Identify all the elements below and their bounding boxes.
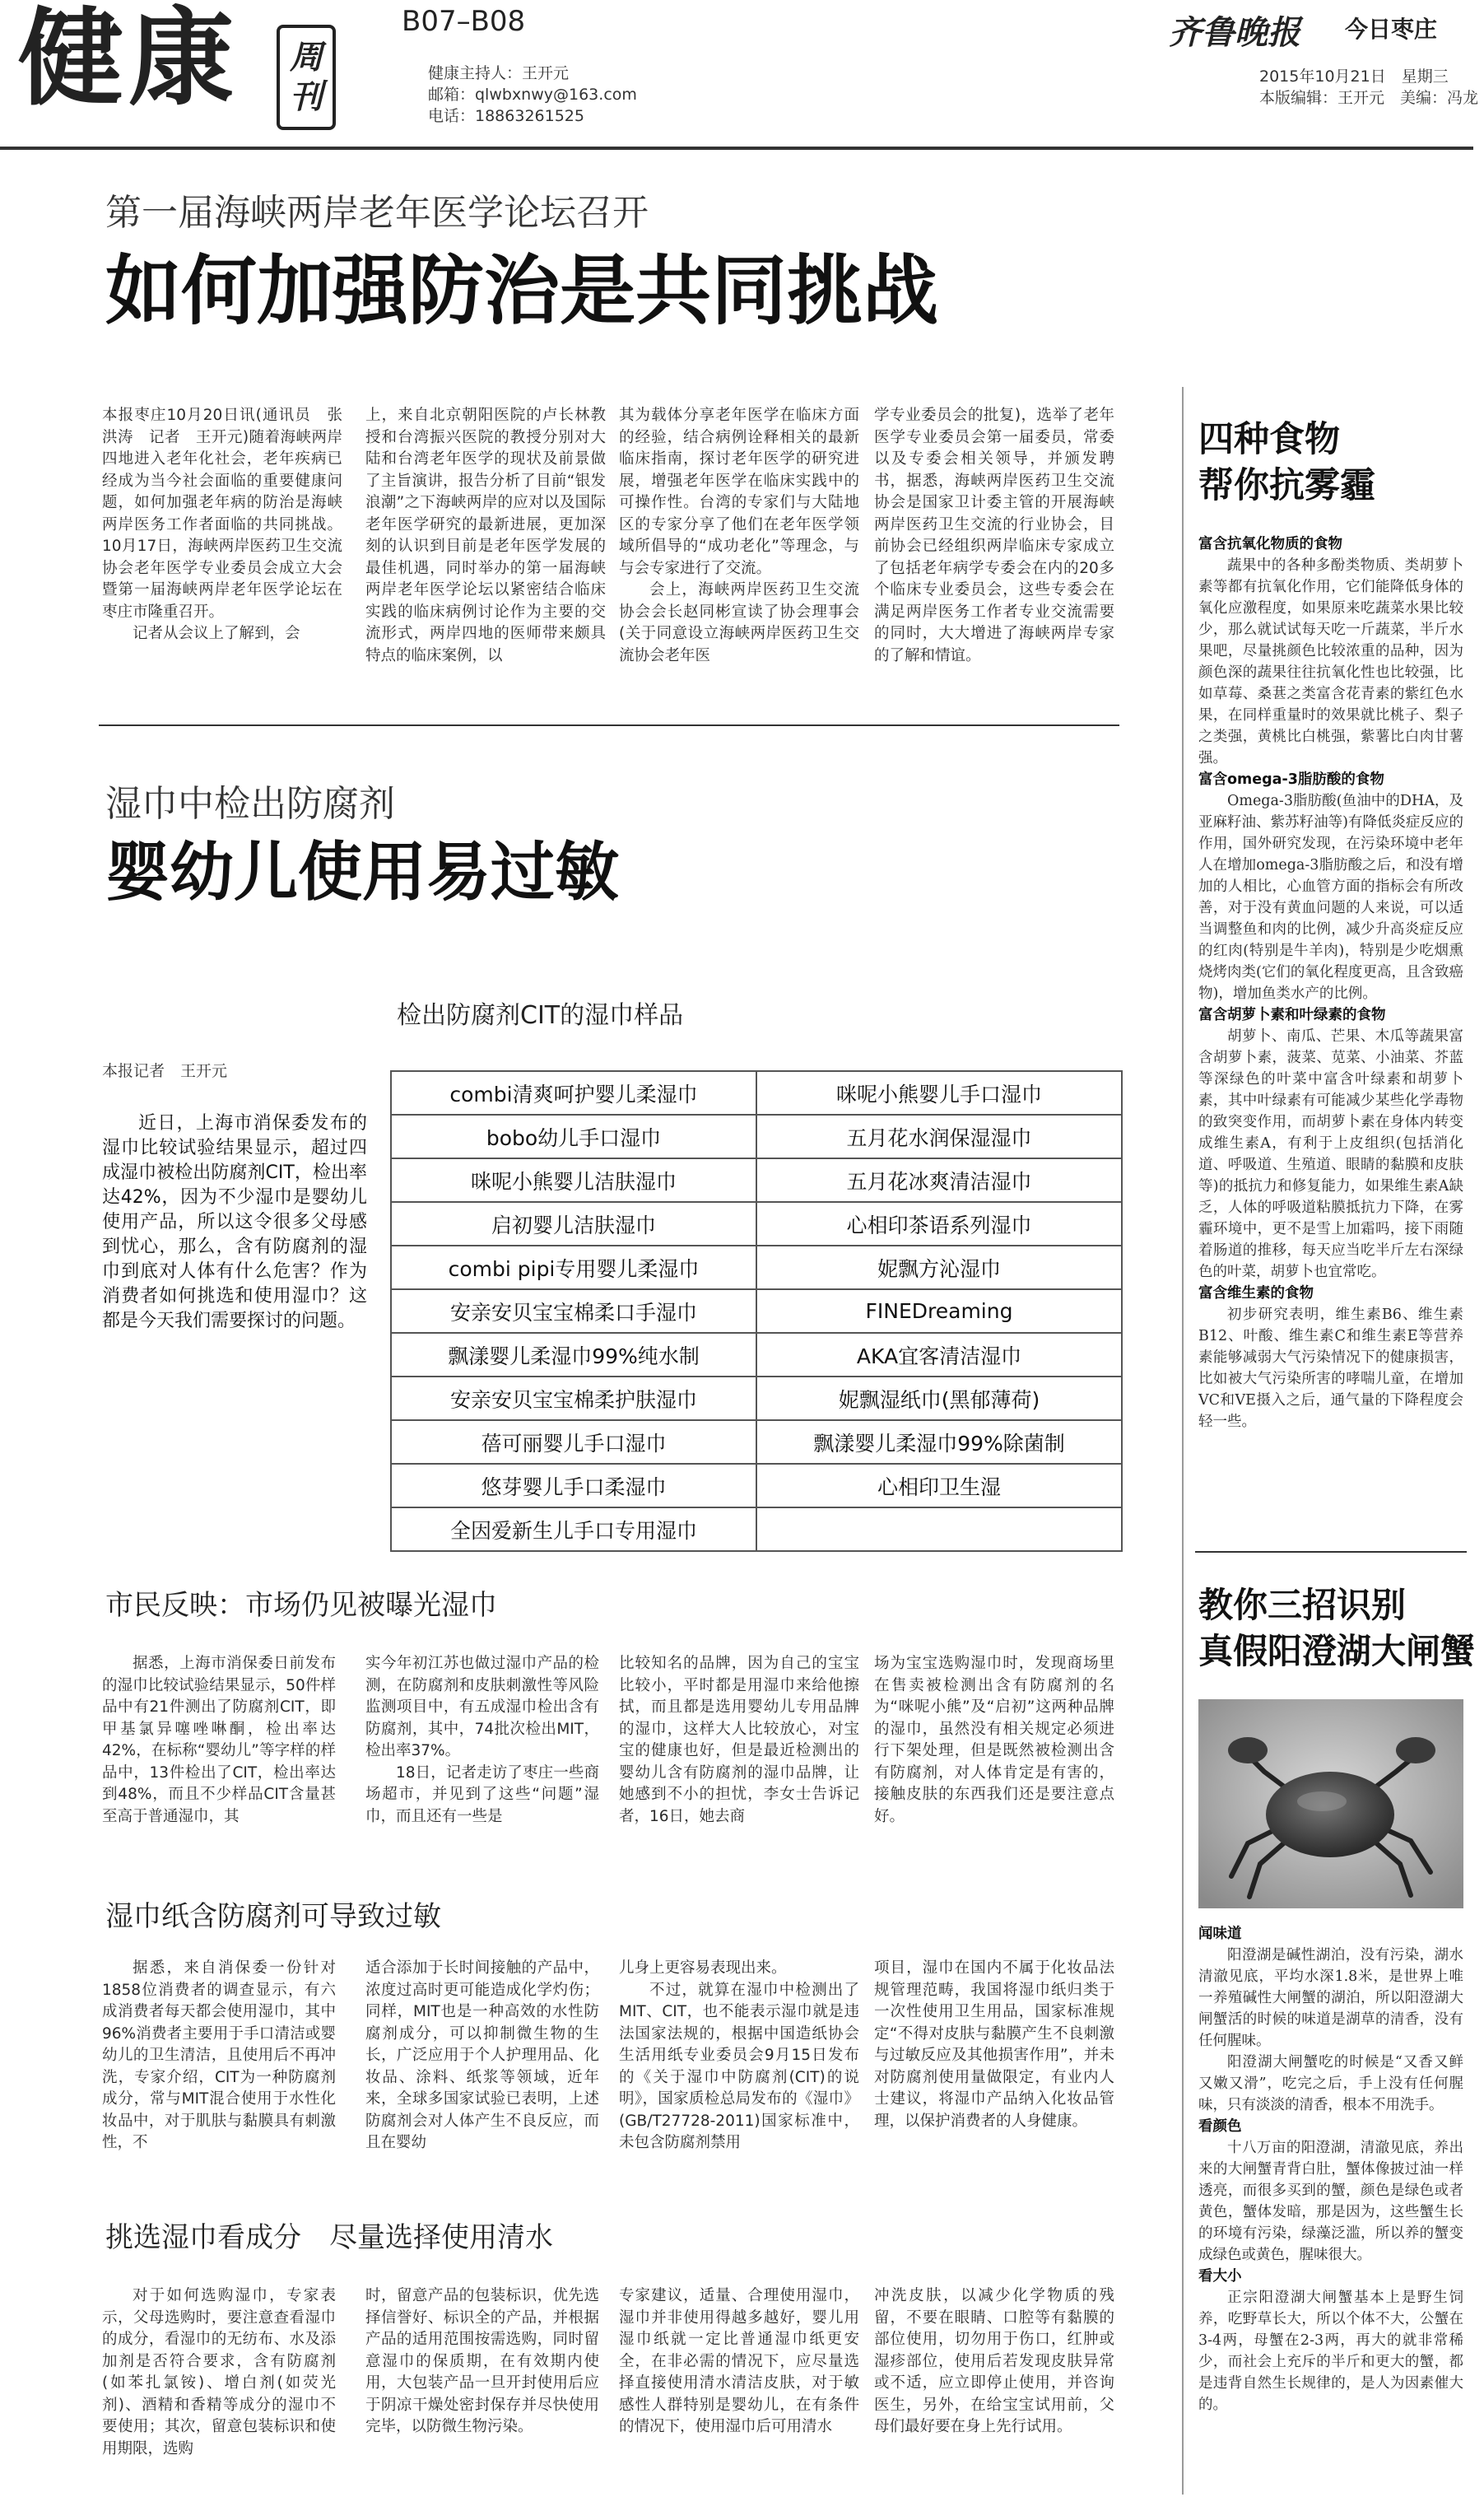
section1-col2: [365, 1653, 599, 1828]
table-cell: 飘漾婴儿柔湿巾99%除菌制: [756, 1420, 1122, 1464]
table-cell: 心相印茶语系列湿巾: [756, 1202, 1122, 1246]
section3-col1: 对于如何选购湿巾，专家表示，父母选购时，要注意查看湿巾的成分，看湿巾的无纺布、水及添加剂是否符合要求，含有防腐剂(如苯扎氯铵)、增白剂(如荧光剂)、酒精和香精等成分的湿巾不要使用；其次，留意包装标识和使用期限，选购: [102, 2287, 336, 2457]
section3-col3: 专家建议，适量、合理使用湿巾，湿巾并非使用得越多越好，婴儿用湿巾纸就一定比普通湿巾纸更安全，在非必需的情况下，应尽量选择直接使用清水清洁皮肤，对于敏感性人群特别是婴幼儿，在有条件的情况下，使用湿巾后可用清水: [619, 2287, 859, 2435]
article1-headline: 如何加强防治是共同挑战: [105, 247, 939, 335]
section1-col2-text-b: 18日，记者走访了枣庄一些商场超市，并见到了这些“问题”湿巾，而且还有一些是: [365, 1763, 599, 1825]
host-info: 健康主持人：王开元: [428, 64, 570, 82]
table-row: [391, 1115, 1122, 1158]
article2-lead: 近日，上海市消保委发布的湿巾比较试验结果显示，超过四成湿巾被检出防腐剂CIT，检出率达42%，因为不少湿巾是婴幼儿使用产品，所以这令很多父母感到忧心，那么，含有防腐剂的湿巾到底对人体有什么危害？作为消费者如何挑选和使用湿巾？这都是今天我们需要探讨的问题。: [102, 1113, 367, 1331]
sidebar1-sub-1: 富含抗氧化物质的食物: [1198, 536, 1342, 552]
phone-info: 电话：18863261525: [428, 107, 584, 125]
newspaper-logo: 齐鲁晚报: [1169, 13, 1300, 52]
table-cell: 全因爱新生儿手口专用湿巾: [391, 1507, 756, 1551]
weekly-char-2: 刊: [290, 77, 323, 116]
table-cell: 妮飘方沁湿巾: [756, 1246, 1122, 1289]
sidebar1-text-2: Omega-3脂肪酸(鱼油中的DHA，及亚麻籽油、紫苏籽油等)有降低炎症反应的作用，国外研究发现，在污染环境中老年人在增加omega-3脂肪酸之后，和没有增加的人相比，心血管方面的指标会有所改善，对于没有黄血问题的人来说，可以适当调整鱼和肉的比例，减少升高炎症反应的红肉(特别是牛羊肉)，特别是少吃烟熏烧烤肉类(它们的氧化程度更高，且含致癌物)，增加鱼类水产的比例。: [1198, 793, 1463, 1002]
table-row: [391, 1071, 1122, 1115]
section2-col2: 适合添加于长时间接触的产品中，浓度过高时更可能造成化学灼伤；同样，MIT也是一种高效的水性防腐剂成分，可以抑制微生物的生长，广泛应用于个人护理用品、化妆品、涂料、纸浆等领域，近年来，全球多国家试验已表明，上述防腐剂会对人体产生不良反应，而且在婴幼: [365, 1959, 599, 2151]
table-row: [391, 1420, 1122, 1464]
table-cell: 五月花冰爽清洁湿巾: [756, 1158, 1122, 1202]
table-cell: 蓓可丽婴儿手口湿巾: [391, 1420, 756, 1464]
sidebar-divider: [1195, 1551, 1467, 1553]
article1-col1-text: 本报枣庄10月20日讯(通讯员 张洪涛 记者 王开元)随着海峡两岸四地进入老年化社会，老年疾病已经成为当今社会面临的重要健康问题，如何加强老年病的防治是海峡两岸医务工作者面临的共同挑战。10月17日，海峡两岸医药卫生交流协会老年医学专业委员会成立大会暨第一届海峡两岸老年医学论坛在枣庄市隆重召开。: [102, 407, 342, 621]
article2-kicker: 湿巾中检出防腐剂: [105, 783, 395, 825]
table-row: [391, 1377, 1122, 1420]
sidebar2-title-line1: 教你三招识别: [1198, 1585, 1407, 1625]
sidebar1-body: [1198, 533, 1463, 1530]
article1-divider: [99, 724, 1119, 726]
sidebar2-text-1: 阳澄湖是碱性湖泊，没有污染，湖水清澈见底，平均水深1.8米，是世界上唯一养殖碱性大闸蟹的湖泊，所以阳澄湖大闸蟹活的时候的味道是湖草的清香，没有任何腥味。: [1198, 1947, 1463, 2049]
sidebar1-sub-3: 富含胡萝卜素和叶绿素的食物: [1198, 1007, 1386, 1023]
sidebar2-sub-4: 看大小: [1198, 2268, 1242, 2285]
section2-col3-text: 儿身上更容易表现出来。: [619, 1959, 787, 1977]
masthead-divider: [0, 147, 1473, 150]
section1-col4: 场为宝宝选购湿巾时，发现商场里在售卖被检测出含有防腐剂的名为“咪呢小熊”及“启初”这两种品牌的湿巾，虽然没有相关规定必须进行下架处理，但是既然被检测出含有防腐剂，对人体肯定是有害的，接触皮肤的东西我们还是要注意点好。: [874, 1655, 1114, 1825]
table-cell: 悠芽婴儿手口柔湿巾: [391, 1464, 756, 1507]
section1-col3: 比较知名的品牌，因为自己的宝宝比较小，平时都是用湿巾来给他擦拭，而且都是选用婴幼儿专用品牌的湿巾，这样大人比较放心，对宝宝的健康也好，但是最近检测出的婴幼儿含有防腐剂的湿巾品牌，让她感到不小的担忧，李女士告诉记者，16日，她去商: [619, 1655, 859, 1825]
sidebar2-text-3: 十八万亩的阳澄湖，清澈见底，养出来的大闸蟹青背白肚，蟹体像披过油一样透亮，而很多买到的蟹，颜色是绿色或者黄色，蟹体发暗，那是因为，这些蟹生长的环境有污染，绿藻泛滥，所以养的蟹变成绿色或黄色，腥味很大。: [1198, 2140, 1463, 2263]
section3-title: 挑选湿巾看成分 尽量选择使用清水: [105, 2221, 553, 2254]
section2-col4: 项目，湿巾在国内不属于化妆品法规管理范畴，我国将湿巾纸归类于一次性使用卫生用品，国家标准规定“不得对皮肤与黏膜产生不良刺激与过敏反应及其他损害作用”，并未对防腐剂使用量做限定，有业内人士建议，将湿巾产品纳入化妆品管理，以保护消费者的人身健康。: [874, 1959, 1114, 2130]
table-row: [391, 1158, 1122, 1202]
table-row: [391, 1333, 1122, 1377]
table-cell: FINEDreaming: [756, 1289, 1122, 1333]
article1-col3-text-b: 会上，海峡两岸医药卫生交流协会会长赵同彬宣读了协会理事会(关于同意设立海峡两岸医药卫生交流协会老年医: [619, 581, 859, 664]
sidebar2-body: [1198, 1923, 1463, 2499]
article1-col3-text: 其为载体分享老年医学在临床方面的经验，结合病例诠释相关的最新临床指南，探讨老年医学的研究进展，增强老年医学在临床实践中的可操作性。台湾的专家们与大陆地区的专家分享了他们在老年医学领域所倡导的“成功老化”等理念，与与会专家进行了交流。: [619, 407, 859, 577]
issue-date: 2015年10月21日 星期三: [1259, 68, 1449, 86]
crab-photo: [1198, 1699, 1463, 1908]
sidebar-rule: [1182, 387, 1184, 2495]
sidebar1-text-4: 初步研究表明，维生素B6、维生素B12、叶酸、维生素C和维生素E等营养素能够减弱大气污染情况下的健康损害，比如被大气污染所害的哮喘儿童，在增加VC和VE摄入之后，通气量的下降程度会轻一些。: [1198, 1307, 1463, 1430]
weekly-char-1: 周: [290, 38, 323, 77]
section-title: 健康: [18, 0, 240, 120]
sidebar2-title-line2: 真假阳澄湖大闸蟹: [1198, 1631, 1476, 1671]
edition-name: 今日枣庄: [1345, 16, 1438, 43]
article1-kicker: 第一届海峡两岸老年医学论坛召开: [105, 192, 649, 234]
article1-col2: 上，来自北京朝阳医院的卢长林教授和台湾振兴医院的教授分别对大陆和台湾老年医学的现状及前景做了主旨演讲，报告分析了目前“银发浪潮”之下海峡两岸的应对以及国际老年医学研究的最新进展，更加深刻的认识到目前是老年医学发展的最佳机遇，同时举办的第一届海峡两岸老年医学论坛以紧密结合临床实践的临床病例讨论作为主要的交流形式，两岸四地的医师带来颇具特点的临床案例，以: [365, 407, 606, 664]
section2-col3-text-b: 不过，就算在湿巾中检测出了MIT、CIT，也不能表示湿巾就是违法国家法规的，根据中国造纸协会生活用纸专业委员会9月15日发布的《关于湿巾中防腐剂(CIT)的说明》，国家质检总局发布的《湿巾》(GB/T27728-2011)国家标准中，未包含防腐剂禁用: [619, 1981, 859, 2151]
samples-table: [390, 1070, 1123, 1552]
table-cell: 咪呢小熊婴儿洁肤湿巾: [391, 1158, 756, 1202]
table-cell: 启初婴儿洁肤湿巾: [391, 1202, 756, 1246]
table-cell: combi清爽呵护婴儿柔湿巾: [391, 1071, 756, 1115]
section1-title: 市民反映：市场仍见被曝光湿巾: [105, 1589, 497, 1622]
section1-col1: 据悉，上海市消保委日前发布的湿巾比较试验结果显示，50件样品中有21件测出了防腐剂CIT，即甲基氯异噻唑啉酮，检出率达42%，在标称“婴幼儿”等字样的样品中，13件检出了CIT，检出率达到48%，而且不少样品CIT含量甚至高于普通湿巾，其: [102, 1655, 336, 1825]
editor-credit: 本版编辑：王开元 美编：冯龙: [1259, 89, 1479, 107]
sidebar1-text-1: 蔬果中的各种多酚类物质、类胡萝卜素等都有抗氧化作用，它们能降低身体的氧化应激程度，如果原来吃蔬菜水果比较少，那么就试试每天吃一斤蔬菜，半斤水果吧，尽量挑颜色比较浓重的品种，因为颜色深的蔬果往往抗氧化性也比较强，比如草莓、桑葚之类富含花青素的紫红色水果，在同样重量时的效果就比桃子、梨子之类强，黄桃比白桃强，紫薯比白肉甘薯强。: [1198, 557, 1463, 766]
sidebar2-text-2: 阳澄湖大闸蟹吃的时候是“又香又鲜又嫩又滑”，吃完之后，手上没有任何腥味，只有淡淡的清香，根本不用洗手。: [1198, 2054, 1463, 2113]
sidebar1-title: [1198, 417, 1375, 509]
section2-col1: 据悉，来自消保委一份针对1858位消费者的调查显示，有六成消费者每天都会使用湿巾，其中96%消费者主要用于手口清洁或婴幼儿的卫生清洁，且使用后不再冲洗，专家介绍，CIT为一种防腐剂成分，常与MIT混合使用于水性化妆品中，对于肌肤与黏膜具有刺激性，不: [102, 1959, 336, 2151]
table-cell: 安亲安贝宝宝棉柔口手湿巾: [391, 1289, 756, 1333]
table-cell: 妮飘湿纸巾(黑郁薄荷): [756, 1377, 1122, 1420]
table-row: [391, 1507, 1122, 1551]
table-cell: 安亲安贝宝宝棉柔护肤湿巾: [391, 1377, 756, 1420]
table-cell: [756, 1507, 1122, 1551]
sidebar2-title: [1198, 1582, 1475, 1675]
table-cell: combi pipi专用婴儿柔湿巾: [391, 1246, 756, 1289]
sidebar1-text-3: 胡萝卜、南瓜、芒果、木瓜等蔬果富含胡萝卜素，菠菜、苋菜、小油菜、芥蓝等深绿色的叶菜中富含叶绿素和胡萝卜素，其中叶绿素有可能减少某些化学毒物的致突变作用，而胡萝卜素在身体内转变成维生素A，有利于上皮组织(包括消化道、呼吸道、生殖道、眼睛的黏膜和皮肤等)的抵抗力和修复能力，如果维生素A缺乏，人体的呼吸道粘膜抵抗力下降，在雾霾环境中，更不是雪上加霜吗，接下雨随着肠道的推移，每天应当吃半斤左右深绿色的叶菜，胡萝卜也宜常吃。: [1198, 1028, 1463, 1280]
table-cell: bobo幼儿手口湿巾: [391, 1115, 756, 1158]
article1-col3: [619, 405, 859, 667]
table-row: [391, 1464, 1122, 1507]
page-range: B07–B08: [402, 5, 526, 38]
sidebar1-title-line1: 四种食物: [1198, 419, 1340, 460]
table-cell: 心相印卫生湿: [756, 1464, 1122, 1507]
sidebar2-sub-1: 闻味道: [1198, 1926, 1242, 1942]
section3-col2: 时，留意产品的包装标识，优先选择信誉好、标识全的产品，并根据产品的适用范围按需选购，同时留意湿巾的保质期，在有效期内使用，大包装产品一旦开封使用后应于阴凉干燥处密封保存并尽快使用完毕，以防微生物污染。: [365, 2287, 599, 2435]
article2-byline: 本报记者 王开元: [102, 1062, 228, 1080]
section1-col2-text: 实今年初江苏也做过湿巾产品的检测，在防腐剂和皮肤刺激性等风险监测项目中，有五成湿巾检出含有防腐剂，其中，74批次检出MIT，检出率37%。: [365, 1655, 599, 1759]
email-info: 邮箱：qlwbxnwy@163.com: [428, 86, 637, 104]
sidebar2-sub-3: 看颜色: [1198, 2118, 1242, 2135]
table-cell: AKA宜客清洁湿巾: [756, 1333, 1122, 1377]
article1-col4: 学专业委员会的批复)，选举了老年医学专业委员会第一届委员，常委以及专委会相关领导，并颁发聘书，据悉，海峡两岸医药卫生交流协会是国家卫计委主管的开展海峡两岸医药卫生交流的行业协会，目前协会已经组织两岸临床专家成立了包括老年病学专委会在内的20多个临床专业委员会，这些专委会在满足两岸医务工作者专业交流需要的同时，大大增进了海峡两岸专家的了解和情谊。: [874, 407, 1114, 664]
table-cell: 咪呢小熊婴儿手口湿巾: [756, 1071, 1122, 1115]
article1-col1: [102, 405, 342, 645]
sidebar1-title-line2: 帮你抗雾霾: [1198, 465, 1375, 506]
section2-title: 湿巾纸含防腐剂可导致过敏: [105, 1900, 441, 1933]
table-cell: 五月花水润保湿湿巾: [756, 1115, 1122, 1158]
weekly-seal: [277, 25, 336, 130]
table-row: [391, 1246, 1122, 1289]
table-cell: 飘漾婴儿柔湿巾99%纯水制: [391, 1333, 756, 1377]
sidebar1-sub-2: 富含omega-3脂肪酸的食物: [1198, 771, 1384, 788]
table-row: [391, 1289, 1122, 1333]
sidebar2-text-4: 正宗阳澄湖大闸蟹基本上是野生饲养，吃野草长大，所以个体不大，公蟹在3-4两，母蟹在2-3两，再大的就非常稀少，而社会上充斥的半斤和更大的蟹，都是违背自然生长规律的，是人为因素催大的。: [1198, 2290, 1463, 2413]
section2-col3: [619, 1958, 859, 2155]
table-title: 检出防腐剂CIT的湿巾样品: [397, 1001, 684, 1030]
sidebar1-sub-4: 富含维生素的食物: [1198, 1285, 1314, 1302]
article1-col1-text-b: 记者从会议上了解到，会: [133, 625, 300, 642]
section3-col4: 冲洗皮肤，以减少化学物质的残留，不要在眼睛、口腔等有黏膜的部位使用，切勿用于伤口，红肿或湿疹部位，使用后若发现皮肤异常或不适，应立即停止使用，并咨询医生，另外，在给宝宝试用前，父母们最好要在身上先行试用。: [874, 2287, 1114, 2435]
article2-headline: 婴幼儿使用易过敏: [105, 836, 620, 910]
table-row: [391, 1202, 1122, 1246]
